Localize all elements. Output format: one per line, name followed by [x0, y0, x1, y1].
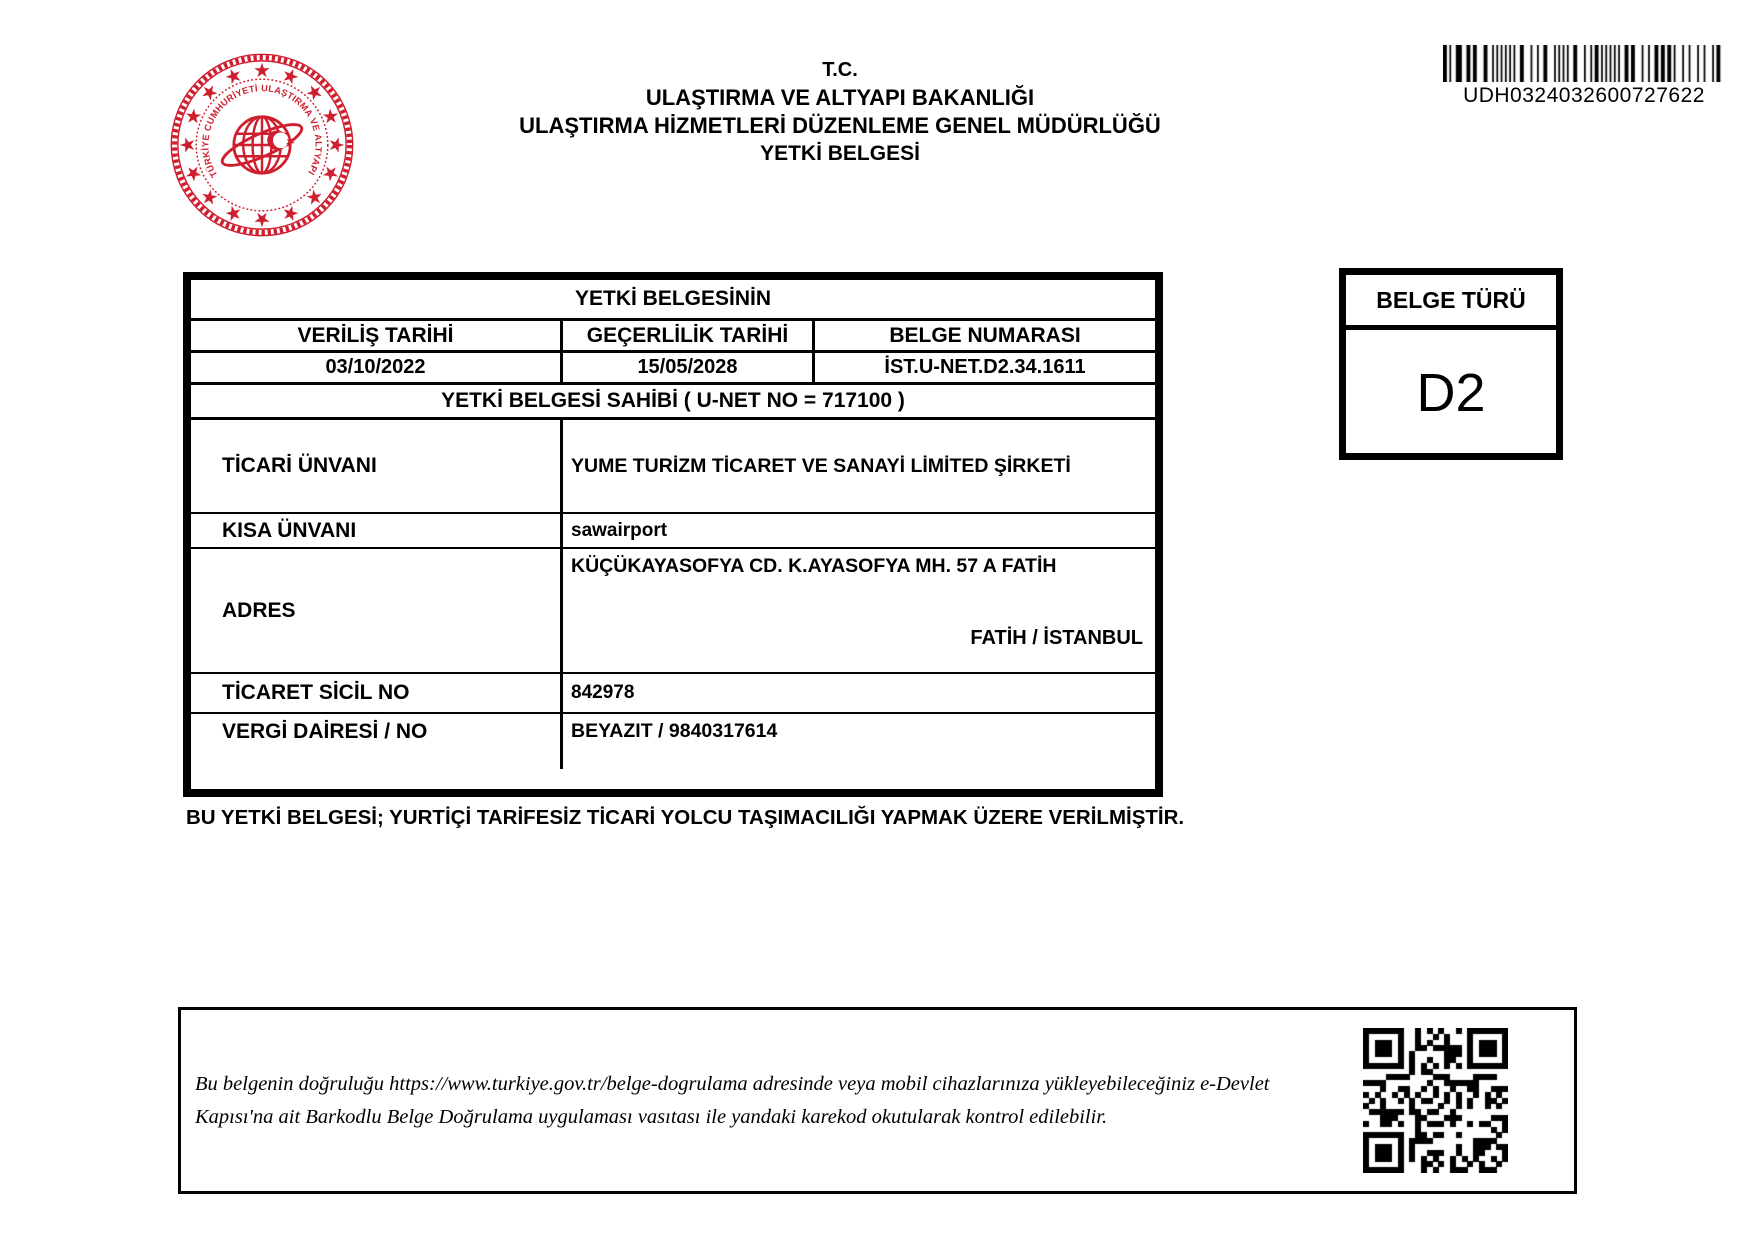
label-kisa-unvani: KISA ÜNVANI: [222, 518, 357, 542]
header-directorate: ULAŞTIRMA HİZMETLERİ DÜZENLEME GENEL MÜDÜRLÜĞÜ: [519, 113, 1161, 138]
value-belge-numarasi: İST.U-NET.D2.34.1611: [884, 356, 1086, 378]
col-header-belge-numarasi: BELGE NUMARASI: [889, 323, 1081, 347]
label-adres: ADRES: [222, 598, 296, 622]
seal-globe: [218, 117, 306, 173]
section2-title: YETKİ BELGESİ SAHİBİ ( U-NET NO = 717100 ): [441, 389, 905, 412]
label-ticari-unvani: TİCARİ ÜNVANI: [222, 454, 377, 477]
verification-footer-box: [178, 1007, 1577, 1194]
row-kisa-unvani: [191, 514, 1155, 549]
belge-turu-box: [1339, 268, 1563, 460]
verification-text: [195, 1010, 1345, 1191]
belge-turu-title: BELGE TÜRÜ: [1346, 275, 1556, 330]
table-section1-title-row: [191, 280, 1155, 321]
verification-text-line1: Bu belgenin doğruluğu https://www.turkiye.gov.tr/belge-dogrulama adresinde veya mobil cihazlarınıza yükleyebileceğiniz e-Devlet: [195, 1072, 1270, 1095]
value-ticari-unvani: YUME TURİZM TİCARET VE SANAYİ LİMİTED ŞİRKETİ: [571, 454, 1071, 477]
barcode-image: [1443, 45, 1725, 82]
certificate-table: [183, 272, 1163, 797]
header-doc-type: YETKİ BELGESİ: [760, 142, 920, 165]
value-adres-line1: KÜÇÜKAYASOFYA CD. K.AYASOFYA MH. 57 A FATİH: [571, 555, 1057, 577]
label-vergi-dairesi: VERGİ DAİRESİ / NO: [222, 720, 428, 743]
label-ticaret-sicil-no: TİCARET SİCİL NO: [222, 681, 410, 704]
table-column-header-row: [191, 321, 1155, 353]
row-ticaret-sicil-no: [191, 674, 1155, 714]
authorization-statement: BU YETKİ BELGESİ; YURTİÇİ TARİFESİZ TİCARİ YOLCU TAŞIMACILIĞI YAPMAK ÜZERE VERİLMİŞTİR.: [186, 806, 1185, 829]
table-section2-title-row: [191, 385, 1155, 420]
header-ministry: ULAŞTIRMA VE ALTYAPI BAKANLIĞI: [645, 85, 1035, 110]
verification-text-line2: Kapısı'na ait Barkodlu Belge Doğrulama uygulaması vasıtası ile yandaki karekod okutularak kontrol edilebilir.: [195, 1105, 1108, 1128]
table-values-row: [191, 353, 1155, 385]
row-ticari-unvani: [191, 420, 1155, 514]
col-header-gecerlilik-tarihi: GEÇERLİLİK TARİHİ: [563, 321, 815, 350]
row-vergi-dairesi: [191, 714, 1155, 769]
header-tc: T.C.: [822, 59, 858, 81]
seal-ring-text: TÜRKİYE CUMHURİYETİ ULAŞTIRMA VE ALTYAPI BAKANLIĞI •: [200, 83, 324, 180]
col-header-verilis-tarihi: VERİLİŞ TARİHİ: [191, 321, 563, 350]
value-adres-line2: FATİH / İSTANBUL: [970, 627, 1143, 649]
row-adres: [191, 549, 1155, 674]
value-ticaret-sicil-no: 842978: [571, 682, 635, 703]
barcode-block: [1443, 45, 1725, 108]
value-vergi-dairesi: BEYAZIT / 9840317614: [571, 720, 778, 742]
document-header: [340, 56, 1340, 168]
value-kisa-unvani: sawairport: [571, 519, 668, 541]
ministry-seal-logo: [168, 51, 356, 239]
value-verilis-tarihi: 03/10/2022: [191, 353, 563, 382]
value-gecerlilik-tarihi: 15/05/2028: [563, 353, 815, 382]
qr-code: [1363, 1028, 1508, 1173]
belge-turu-value: D2: [1416, 362, 1486, 423]
barcode-number: UDH0324032600727622: [1463, 84, 1705, 107]
section1-title: YETKİ BELGESİNİN: [574, 287, 772, 310]
